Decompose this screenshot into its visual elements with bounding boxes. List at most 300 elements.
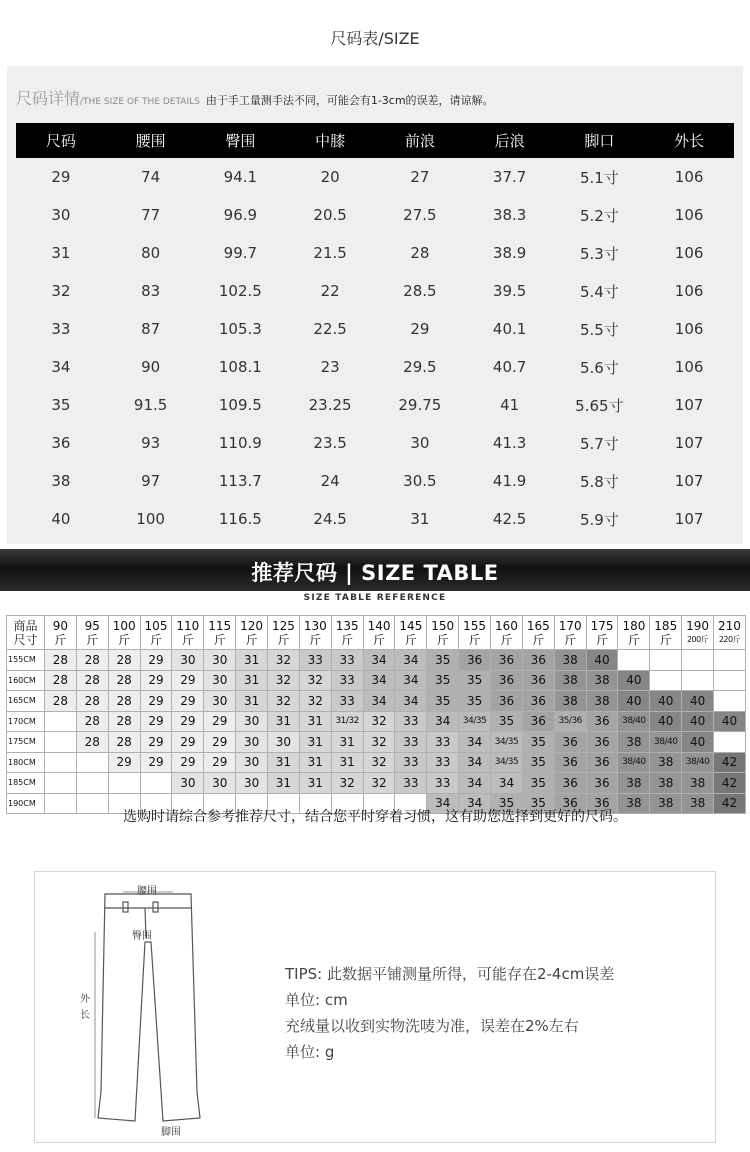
- size-recommendation-cell: 32: [363, 773, 395, 794]
- size-recommendation-cell: 29: [108, 752, 140, 773]
- size-details-subtitle: /THE SIZE OF THE DETAILS: [80, 97, 200, 107]
- size-cell: 107: [674, 510, 704, 528]
- weight-header: [172, 616, 204, 650]
- size-recommendation-cell: [45, 711, 77, 732]
- weight-unit: 斤: [277, 632, 290, 647]
- size-cell: 91.5: [133, 396, 168, 414]
- size-cell: 22: [320, 282, 340, 300]
- size-recommendation-cell: [76, 773, 108, 794]
- size-recommendation-cell: 40: [650, 711, 682, 732]
- size-recommendation-cell: 40: [618, 670, 650, 691]
- size-cell: 23.25: [308, 396, 352, 414]
- size-recommendation-cell: 28: [45, 650, 77, 671]
- size-cell: 38: [51, 472, 71, 490]
- weight-unit: 斤: [404, 632, 417, 647]
- size-cell: 5.8寸: [579, 472, 619, 491]
- size-col-header: 腰围: [106, 123, 196, 158]
- size-recommendation-cell: 28: [76, 691, 108, 712]
- measurement-box: [34, 871, 716, 1143]
- size-recommendation-cell: 29: [204, 711, 236, 732]
- size-cell: 96.9: [223, 206, 258, 224]
- size-recommendation-cell: 36: [522, 670, 554, 691]
- size-recommendation-cell: 36: [586, 752, 618, 773]
- size-recommendation-cell: [108, 773, 140, 794]
- size-recommendation-cell: 28: [76, 711, 108, 732]
- size-col-header: 前浪: [375, 123, 465, 158]
- weight-value: 105: [144, 618, 168, 633]
- weight-value: 155: [463, 618, 487, 633]
- size-recommendation-cell: 30: [204, 670, 236, 691]
- size-recommendation-cell: 35: [427, 691, 459, 712]
- weight-value: 210: [718, 618, 741, 633]
- size-cell: 80: [141, 244, 161, 262]
- weight-unit: 220斤: [718, 634, 741, 644]
- size-recommendation-cell: 28: [108, 711, 140, 732]
- size-row: [16, 386, 734, 424]
- size-cell: 30.5: [403, 472, 437, 490]
- size-recommendation-cell: 40: [586, 650, 618, 671]
- size-recommendation-cell: 33: [331, 670, 363, 691]
- size-recommendation-cell: 34: [427, 711, 459, 732]
- height-label: 165CM: [7, 691, 45, 712]
- size-row: [16, 424, 734, 462]
- size-recommendation-cell: 29: [172, 670, 204, 691]
- size-recommendation-cell: 35: [459, 691, 491, 712]
- weight-header: [650, 616, 682, 650]
- height-label: 170CM: [7, 711, 45, 732]
- size-recommendation-cell: 35: [522, 793, 554, 814]
- size-recommendation-cell: 28: [108, 732, 140, 753]
- height-label: 190CM: [7, 793, 45, 814]
- size-recommendation-cell: 30: [236, 732, 268, 753]
- size-recommendation-cell: [45, 773, 77, 794]
- height-row: [7, 773, 746, 794]
- size-recommendation-cell: [140, 773, 172, 794]
- size-recommendation-cell: 30: [236, 752, 268, 773]
- size-recommendation-cell: 34: [459, 752, 491, 773]
- size-recommendation-cell: 32: [268, 691, 300, 712]
- waist-label: 腰围: [137, 886, 157, 897]
- size-recommendation-cell: 32: [268, 650, 300, 671]
- size-cell: 22.5: [313, 320, 347, 338]
- size-recommendation-cell: [682, 670, 714, 691]
- size-cell: 24: [320, 472, 340, 490]
- weight-value: 130: [303, 618, 327, 633]
- weight-unit: 斤: [627, 632, 640, 647]
- weight-unit: 斤: [436, 632, 449, 647]
- weight-header: [427, 616, 459, 650]
- weight-unit: 斤: [54, 632, 67, 647]
- size-recommendation-cell: 38: [682, 773, 714, 794]
- size-cell: 24.5: [313, 510, 347, 528]
- size-recommendation-cell: 36: [491, 670, 523, 691]
- size-recommendation-cell: 29: [140, 670, 172, 691]
- size-cell: 42.5: [492, 510, 527, 528]
- weight-value: 110: [176, 618, 200, 633]
- size-cell: 106: [674, 358, 704, 376]
- size-cell: 113.7: [218, 472, 262, 490]
- measurement-note: 由于手工量测手法不同，可能会有1-3cm的误差，请谅解。: [205, 94, 494, 107]
- size-recommendation-cell: [682, 650, 714, 671]
- weight-unit: 斤: [500, 632, 513, 647]
- size-recommendation-cell: 33: [331, 691, 363, 712]
- size-cell: 20.5: [313, 206, 347, 224]
- size-recommendation-cell: 29: [172, 691, 204, 712]
- size-recommendation-cell: 30: [236, 773, 268, 794]
- size-table-banner: [0, 549, 750, 591]
- size-cell: 27.5: [403, 206, 437, 224]
- size-cell: 5.1寸: [579, 168, 619, 187]
- weight-header: [299, 616, 331, 650]
- weight-value: 165: [526, 618, 550, 633]
- size-cell: 40: [51, 510, 71, 528]
- size-cell: 106: [674, 320, 704, 338]
- size-recommendation-cell: 30: [204, 691, 236, 712]
- size-recommendation-cell: 42: [714, 752, 746, 773]
- size-recommendation-cell: 42: [714, 773, 746, 794]
- weight-value: 150: [431, 618, 455, 633]
- weight-unit: 斤: [659, 632, 672, 647]
- weight-unit: 斤: [532, 632, 545, 647]
- height-row: [7, 752, 746, 773]
- hem-label: 脚围: [161, 1127, 181, 1138]
- size-recommendation-cell: 33: [427, 773, 459, 794]
- size-row: [16, 462, 734, 500]
- size-recommendation-cell: 32: [363, 711, 395, 732]
- size-recommendation-cell: 31: [268, 752, 300, 773]
- size-cell: 29: [51, 168, 71, 186]
- size-recommendation-cell: 34: [491, 773, 523, 794]
- size-recommendation-cell: 33: [395, 773, 427, 794]
- size-cell: 5.3寸: [579, 244, 619, 263]
- size-recommendation-cell: 36: [522, 691, 554, 712]
- weight-header: [459, 616, 491, 650]
- size-recommendation-cell: 34: [395, 650, 427, 671]
- corner-cell: [7, 616, 45, 650]
- size-cell: 74: [141, 168, 161, 186]
- size-recommendation-cell: [618, 650, 650, 671]
- size-cell: 83: [141, 282, 161, 300]
- size-recommendation-cell: 38: [618, 732, 650, 753]
- size-recommendation-cell: 35: [491, 793, 523, 814]
- size-cell: 40.7: [492, 358, 527, 376]
- size-cell: 108.1: [218, 358, 262, 376]
- size-cell: 106: [674, 168, 704, 186]
- size-cell: 99.7: [223, 244, 258, 262]
- size-recommendation-cell: 31/32: [331, 711, 363, 732]
- weight-value: 90: [52, 618, 69, 633]
- size-cell: 29.5: [403, 358, 437, 376]
- tips-block: [285, 961, 614, 1065]
- height-label: 175CM: [7, 732, 45, 753]
- size-col-header: 臀围: [196, 123, 286, 158]
- size-recommendation-cell: 32: [363, 752, 395, 773]
- size-recommendation-cell: 36: [522, 650, 554, 671]
- size-cell: 20: [320, 168, 340, 186]
- size-recommendation-cell: 33: [427, 732, 459, 753]
- size-table-subtitle: SIZE TABLE REFERENCE: [303, 593, 447, 603]
- size-cell: 30: [410, 434, 430, 452]
- size-cell: 40.1: [492, 320, 527, 338]
- size-recommendation-cell: [45, 732, 77, 753]
- size-recommendation-cell: 35: [522, 752, 554, 773]
- height-label: 185CM: [7, 773, 45, 794]
- size-recommendation-cell: 28: [76, 650, 108, 671]
- size-recommendation-cell: 34: [363, 650, 395, 671]
- size-recommendation-cell: 38: [554, 691, 586, 712]
- size-recommendation-cell: 38: [650, 752, 682, 773]
- weight-unit: 斤: [213, 632, 226, 647]
- size-recommendation-cell: 28: [108, 650, 140, 671]
- weight-unit: 200斤: [686, 634, 709, 644]
- size-cell: 27: [410, 168, 430, 186]
- size-cell: 5.65寸: [575, 396, 624, 415]
- size-recommendation-cell: 36: [554, 732, 586, 753]
- size-recommendation-cell: 30: [204, 773, 236, 794]
- size-cell: 100: [136, 510, 165, 528]
- size-recommendation-cell: 32: [299, 670, 331, 691]
- weight-value: 185: [654, 618, 678, 633]
- size-cell: 30: [51, 206, 71, 224]
- size-recommendation-cell: [45, 752, 77, 773]
- size-recommendation-cell: 28: [76, 732, 108, 753]
- weight-value: 180: [622, 618, 646, 633]
- weight-value: 175: [590, 618, 614, 633]
- weight-value: 95: [84, 618, 100, 633]
- size-recommendation-cell: 29: [204, 752, 236, 773]
- size-recommendation-cell: 30: [268, 732, 300, 753]
- size-recommendation-cell: 38/40: [618, 711, 650, 732]
- size-recommendation-cell: 36: [554, 752, 586, 773]
- size-recommendation-cell: 34: [459, 773, 491, 794]
- size-recommendation-cell: 38: [618, 773, 650, 794]
- size-recommendation-cell: 31: [331, 752, 363, 773]
- size-cell: 31: [51, 244, 71, 262]
- size-cell: 29.75: [398, 396, 442, 414]
- weight-unit: 斤: [150, 632, 163, 647]
- weight-header: [204, 616, 236, 650]
- weight-header: [140, 616, 172, 650]
- weight-unit: 斤: [596, 632, 609, 647]
- size-cell: 37.7: [492, 168, 527, 186]
- size-recommendation-cell: 34: [459, 732, 491, 753]
- height-row: [7, 670, 746, 691]
- size-recommendation-cell: 34: [459, 793, 491, 814]
- size-row: [16, 272, 734, 310]
- size-cell: 31: [410, 510, 430, 528]
- size-row: [16, 158, 734, 196]
- size-row: [16, 348, 734, 386]
- weight-header: [522, 616, 554, 650]
- size-recommendation-cell: 29: [140, 650, 172, 671]
- tips-line: TIPS: 此数据平铺测量所得，可能存在2-4cm误差: [285, 965, 615, 983]
- size-cell: 41.3: [492, 434, 527, 452]
- size-cell: 5.7寸: [579, 434, 619, 453]
- size-col-header: 尺码: [16, 123, 106, 158]
- size-recommendation-cell: 30: [172, 650, 204, 671]
- size-recommendation-cell: 31: [299, 752, 331, 773]
- size-recommendation-cell: 38: [682, 793, 714, 814]
- size-cell: 107: [674, 434, 704, 452]
- size-row: [16, 310, 734, 348]
- size-recommendation-cell: 36: [459, 650, 491, 671]
- size-recommendation-cell: 38: [586, 670, 618, 691]
- size-recommendation-cell: 31: [236, 650, 268, 671]
- size-recommendation-cell: 34: [427, 793, 459, 814]
- weight-unit: 斤: [309, 632, 322, 647]
- size-recommendation-cell: 32: [363, 732, 395, 753]
- size-cell: 77: [141, 206, 161, 224]
- size-cell: 116.5: [218, 510, 262, 528]
- size-recommendation-cell: 31: [299, 773, 331, 794]
- size-cell: 110.9: [218, 434, 262, 452]
- height-label: 155CM: [7, 650, 45, 671]
- size-recommendation-cell: 38: [586, 691, 618, 712]
- height-row: [7, 691, 746, 712]
- size-recommendation-cell: 36: [586, 711, 618, 732]
- size-recommendation-cell: 40: [714, 711, 746, 732]
- size-recommendation-cell: 31: [268, 711, 300, 732]
- size-recommendation-cell: 28: [45, 670, 77, 691]
- size-recommendation-cell: 36: [554, 793, 586, 814]
- length-label-2: 长: [80, 1010, 90, 1021]
- page-title: 尺码表/SIZE: [330, 29, 420, 48]
- size-recommendation-cell: 31: [236, 670, 268, 691]
- weight-unit: 斤: [564, 632, 577, 647]
- weight-unit: 斤: [86, 632, 99, 647]
- size-cell: 33: [51, 320, 71, 338]
- size-cell: 32: [51, 282, 71, 300]
- size-recommendation-cell: 32: [299, 691, 331, 712]
- size-recommendation-cell: 29: [172, 752, 204, 773]
- size-cell: 23: [320, 358, 340, 376]
- size-recommendation-cell: 33: [395, 732, 427, 753]
- size-table-header-row: [16, 123, 734, 158]
- pants-diagram: [35, 872, 235, 1144]
- height-row: [7, 650, 746, 671]
- size-recommendation-cell: 33: [331, 650, 363, 671]
- size-recommendation-cell: 36: [491, 650, 523, 671]
- weight-header: [76, 616, 108, 650]
- size-recommendation-cell: 40: [650, 691, 682, 712]
- size-recommendation-cell: 34/35: [491, 752, 523, 773]
- size-details-title: 尺码详情: [16, 89, 81, 108]
- size-recommendation-cell: 40: [618, 691, 650, 712]
- size-recommendation-cell: 35: [427, 670, 459, 691]
- size-recommendation-cell: [714, 670, 746, 691]
- size-recommendation-cell: 34: [395, 691, 427, 712]
- weight-value: 125: [271, 618, 295, 633]
- size-recommendation-cell: 38/40: [618, 752, 650, 773]
- length-label-1: 外: [80, 994, 90, 1005]
- size-cell: 107: [674, 396, 704, 414]
- weight-header: [682, 616, 714, 650]
- size-col-header: 后浪: [465, 123, 555, 158]
- size-cell: 23.5: [313, 434, 347, 452]
- size-row: [16, 196, 734, 234]
- size-recommendation-cell: 40: [682, 711, 714, 732]
- weight-value: 100: [112, 618, 136, 633]
- size-cell: 28: [410, 244, 430, 262]
- size-recommendation-cell: 32: [268, 670, 300, 691]
- size-cell: 5.5寸: [579, 320, 619, 339]
- size-cell: 5.9寸: [579, 510, 619, 529]
- size-recommendation-cell: 34: [363, 670, 395, 691]
- weight-value: 115: [208, 618, 232, 633]
- size-recommendation-cell: 38: [554, 670, 586, 691]
- size-recommendation-cell: 42: [714, 793, 746, 814]
- size-cell: 38.3: [492, 206, 527, 224]
- weight-value: 145: [399, 618, 423, 633]
- size-cell: 107: [674, 472, 704, 490]
- weight-unit: 斤: [373, 632, 386, 647]
- weight-value: 170: [558, 618, 582, 633]
- weight-unit: 斤: [118, 632, 131, 647]
- size-recommendation-cell: 30: [204, 650, 236, 671]
- size-cell: 34: [51, 358, 71, 376]
- size-recommendation-cell: 40: [682, 732, 714, 753]
- size-recommendation-cell: [76, 752, 108, 773]
- size-recommendation-cell: [714, 732, 746, 753]
- size-cell: 87: [141, 320, 161, 338]
- weight-header: [108, 616, 140, 650]
- size-recommendation-cell: [650, 670, 682, 691]
- weight-header: [586, 616, 618, 650]
- size-cell: 106: [674, 206, 704, 224]
- size-recommendation-cell: 29: [140, 752, 172, 773]
- size-recommendation-cell: 38/40: [682, 752, 714, 773]
- size-recommendation-cell: 38/40: [650, 732, 682, 753]
- weight-header: [331, 616, 363, 650]
- height-row: [7, 732, 746, 753]
- size-cell: 38.9: [492, 244, 527, 262]
- size-recommendation-cell: 33: [395, 752, 427, 773]
- size-recommendation-cell: [714, 691, 746, 712]
- size-table-title: 推荐尺码 | SIZE TABLE: [251, 561, 499, 585]
- weight-value: 160: [495, 618, 518, 633]
- size-cell: 109.5: [218, 396, 262, 414]
- size-cell: 90: [141, 358, 161, 376]
- size-cell: 5.2寸: [579, 206, 619, 225]
- weight-header: [714, 616, 746, 650]
- size-details-table: [16, 123, 734, 538]
- size-recommendation-cell: [714, 650, 746, 671]
- size-recommendation-cell: 29: [140, 711, 172, 732]
- size-recommendation-cell: 28: [76, 670, 108, 691]
- size-col-header: 中膝: [285, 123, 375, 158]
- size-recommendation-cell: 35: [427, 650, 459, 671]
- size-recommendation-cell: 38: [554, 650, 586, 671]
- size-recommendation-cell: 31: [299, 732, 331, 753]
- weight-unit: 斤: [468, 632, 481, 647]
- hip-label: 臀围: [132, 931, 152, 942]
- size-cell: 41.9: [492, 472, 527, 490]
- corner-bottom: 尺寸: [13, 632, 38, 647]
- height-label: 180CM: [7, 752, 45, 773]
- size-recommendation-cell: 28: [45, 691, 77, 712]
- size-recommendation-cell: 29: [140, 732, 172, 753]
- size-recommendation-cell: 35: [522, 773, 554, 794]
- size-recommendation-cell: 40: [682, 691, 714, 712]
- weight-header: [363, 616, 395, 650]
- size-recommendation-cell: [650, 650, 682, 671]
- weight-header: [618, 616, 650, 650]
- weight-value: 140: [367, 618, 391, 633]
- size-cell: 28.5: [403, 282, 437, 300]
- fill-note-line: 充绒量以收到实物洗唛为准，误差在2%左右: [285, 1017, 579, 1035]
- height-row: [7, 711, 746, 732]
- size-recommendation-cell: 36: [586, 793, 618, 814]
